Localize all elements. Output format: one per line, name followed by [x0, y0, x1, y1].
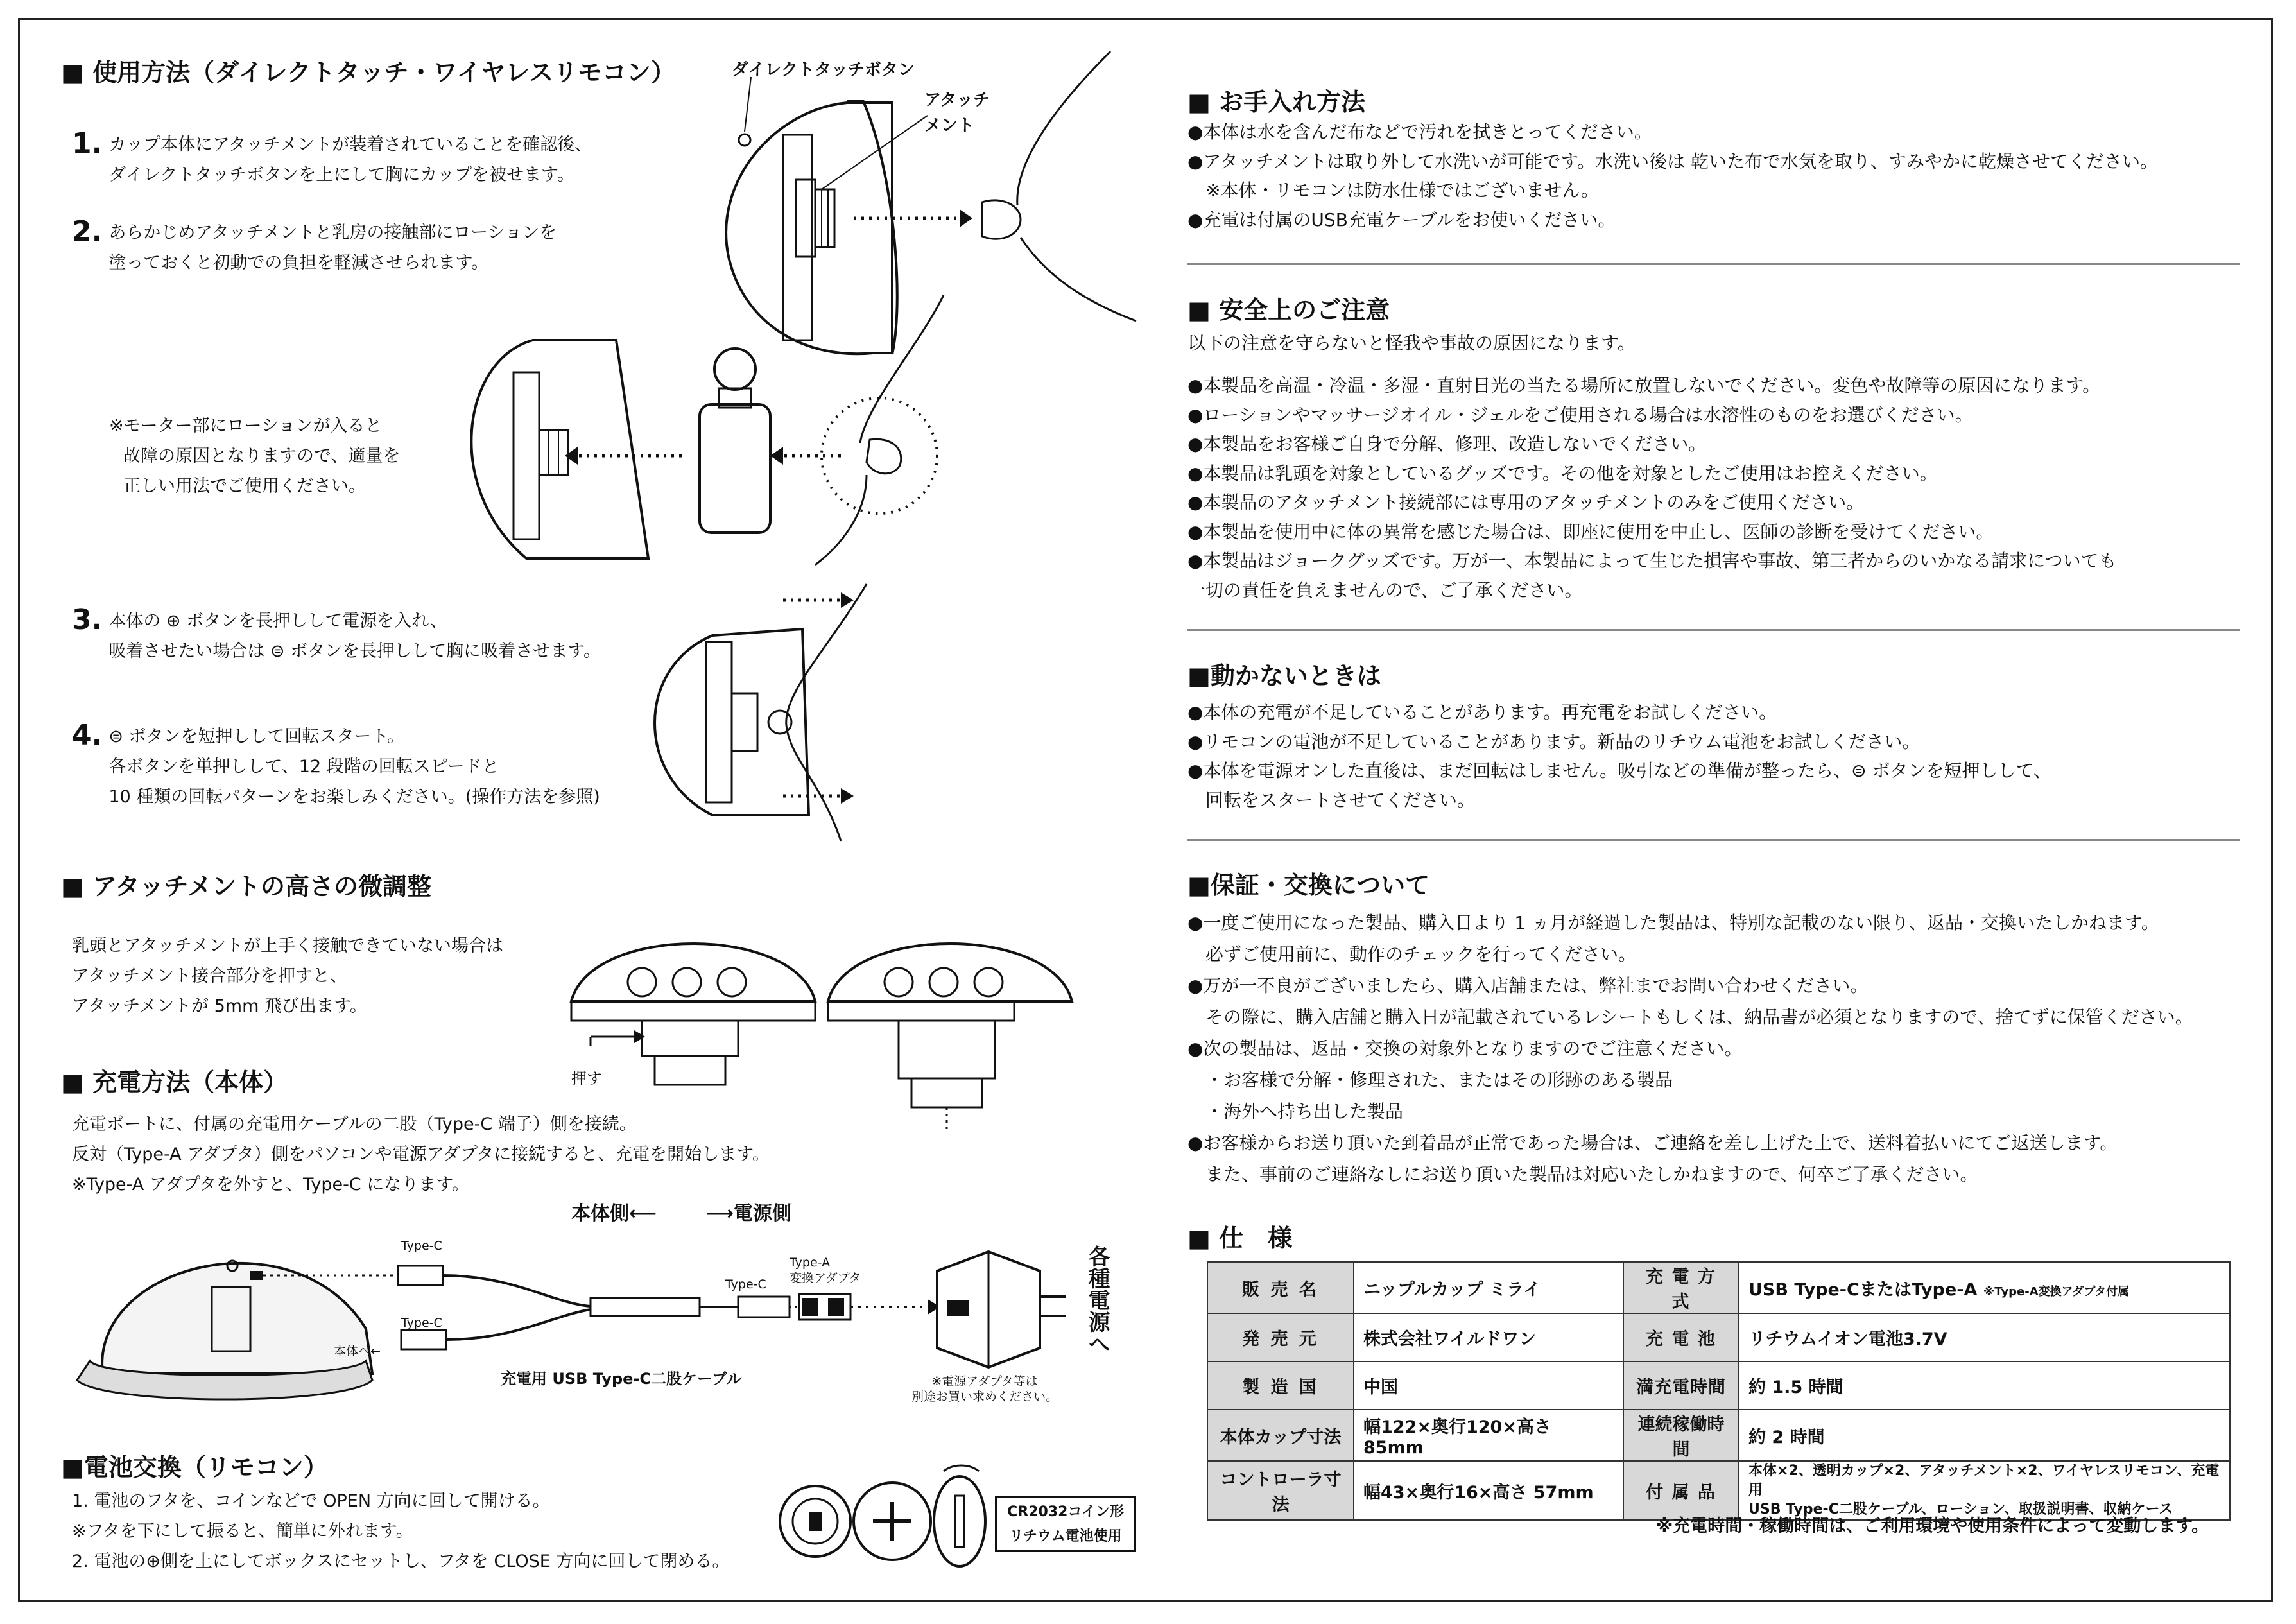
divider — [1187, 263, 2240, 265]
usage-title: ■ 使用方法（ダイレクトタッチ・ワイヤレスリモコン） — [61, 58, 675, 87]
trouble-title: ■動かないときは — [1187, 662, 1381, 690]
attachment-adjust-illustration — [565, 892, 1027, 1136]
warranty-title: ■保証・交換について — [1187, 871, 1430, 899]
step-1: 1. カップ本体にアタッチメントが装着されていることを確認後、 ダイレクトタッチボタンを上にして胸にカップを被せます。 — [72, 127, 592, 190]
table-row: 製 造 国 中国 満充電時間 約 1.5 時間 — [1207, 1361, 2230, 1410]
to-body-label: 本体へ← — [334, 1344, 381, 1358]
battery-text: 1. 電池のフタを、コインなどで OPEN 方向に回して開ける。 ※フタを下にして振ると、簡単に外れます。 2. 電池の⊕側を上にしてボックスにセットし、フタを CLOSE 方向に回して閉める。 — [72, 1491, 730, 1571]
step-2: 2. あらかじめアタッチメントと乳房の接触部にローションを 塗っておくと初動での負担を軽減させられます。 — [72, 215, 557, 278]
battery-illustration — [783, 1457, 988, 1585]
power-side-label: ⟶電源側 — [706, 1202, 792, 1225]
table-row: コントローラ寸法 幅43×奥行16×高さ 57mm 付 属 品 本体×2、透明カップ×2、アタッチメント×2、ワイヤレスリモコン、充電用 USB Type-C二股ケーブル、ローション、取扱説明書、収納ケース — [1207, 1461, 2230, 1520]
table-row: 販 売 名 ニップルカップ ミライ 充 電 方 式 USB Type-CまたはType-A ※Type-A変換アダプタ付属 — [1207, 1262, 2230, 1313]
push-label: 押す — [571, 1069, 602, 1087]
typec-label-1: Type-C — [401, 1239, 442, 1253]
safety-title: ■ 安全上のご注意 — [1187, 296, 1390, 324]
spec-title: ■ 仕 様 — [1187, 1224, 1293, 1252]
step-number: 1. — [72, 127, 103, 160]
body-side-label: 本体側⟵ — [571, 1202, 657, 1225]
table-row: 発 売 元 株式会社ワイルドワン 充 電 池 リチウムイオン電池3.7V — [1207, 1313, 2230, 1361]
adjust-title: ■ アタッチメントの高さの微調整 — [61, 872, 431, 901]
warranty-list: ●一度ご使用になった製品、購入日より 1 ヵ月が経過した製品は、特別な記載のない限り、返品・交換いたしかねます。 必ずご使用前に、動作のチェックを行ってください。 ●万が一不良がございましたら、購入店舗または、弊社までお問い合わせください。 その際に、購入店舗と購入日が記載されているレシートもしくは、納品書が必須となりますので、捨てずに保管ください。 ●次の製品は、返品・交換の対象外となりますのでご注意ください。 ・お客様で分解・修理された、またはその形跡のある製品 ・海外へ持ち出した製品 ●お客様からお送り頂いた到着品が正常であった場合は、ご連絡を差し上げた上で、送料着払いにてご返送します。 また、事前のご連絡なしにお送り頂いた製品は対応いたしかねますので、何卒ご了承ください。 — [1187, 912, 2193, 1185]
step-3: 3. 本体の ⊕ ボタンを長押しして電源を入れ、 吸着させたい場合は ⊜ ボタンを長押しして胸に吸着させます。 — [72, 603, 601, 666]
spec-note: ※充電時間・稼働時間は、ご利用環境や使用条件によって変動します。 — [1656, 1516, 2209, 1536]
typea-label: Type-A 変換アダプタ — [790, 1256, 861, 1285]
care-title: ■ お手入れ方法 — [1187, 88, 1366, 116]
trouble-list: ●本体の充電が不足していることがあります。再充電をお試しください。 ●リモコンの電池が不足していることがあります。新品のリチウム電池をお試しください。 ●本体を電源オンした直後は、まだ回転はしません。吸引などの準備が整ったら、⊜ ボタンを短押しして、 回転をスタートさせてください。 — [1187, 702, 2051, 811]
divider — [1187, 629, 2240, 631]
label-direct-touch: ダイレクトタッチボタン — [732, 60, 915, 80]
step-4: 4. ⊜ ボタンを短押しして回転スタート。 各ボタンを単押しして、12 段階の回転スピードと 10 種類の回転パターンをお楽しみください。(操作方法を参照) — [72, 719, 600, 812]
cable-label: 充電用 USB Type-C二股ケーブル — [501, 1370, 742, 1388]
safety-list: ●本製品を高温・冷温・多湿・直射日光の当たる場所に放置しないでください。変色や故障等の原因になります。 ●ローションやマッサージオイル・ジェルをご使用される場合は水溶性のものをお選びください。 ●本製品をお客様ご自身で分解、修理、改造しないでください。 ●本製品は乳頭を対象としているグッズです。その他を対象としたご使用はお控えください。 ●本製品のアタッチメント接続部には専用のアタッチメントのみをご使用ください。 ●本製品を使用中に体の異常を感じた場合は、即座に使用を中止し、医師の診断を受けてください。 ●本製品はジョークグッズです。万が一、本製品によって生じた損害や事故、第三者からのいかなる請求についても 一切の責任を負えませんので、ご了承ください。 — [1187, 375, 2117, 601]
motor-note: ※モーター部にローションが入ると 故障の原因となりますので、適量を 正しい用法でご使用ください。 — [109, 416, 401, 496]
safety-intro: 以下の注意を守らないと怪我や事故の原因になります。 — [1187, 333, 1636, 354]
charge-title: ■ 充電方法（本体） — [61, 1068, 288, 1096]
power-sources-label: 各種電源へ — [1084, 1245, 1110, 1354]
spec-table — [1207, 1261, 2231, 1521]
table-row: 本体カップ寸法 幅122×奥行120×高さ 85mm 連続稼働時間 約 2 時間 — [1207, 1410, 2230, 1461]
typec-label-2: Type-C — [401, 1316, 442, 1330]
cup-lotion-illustration — [443, 321, 931, 578]
typec-label-3: Type-C — [725, 1277, 766, 1291]
step-number: 3. — [72, 603, 103, 636]
care-list: ●本体は水を含んだ布などで汚れを拭きとってください。 ●アタッチメントは取り外して水洗いが可能です。水洗い後は 乾いた布で水気を取り、すみやかに乾燥させてください。 ※本体・リモコンは防水仕様ではございません。 ●充電は付属のUSB充電ケーブルをお使いください。 — [1187, 121, 2159, 230]
battery-title: ■電池交換（リモコン） — [61, 1453, 328, 1481]
adjust-text: 乳頭とアタッチメントが上手く接触できていない場合は アタッチメント接合部分を押すと、 アタッチメントが 5mm 飛び出ます。 — [72, 936, 504, 1016]
cup-suction-illustration — [635, 591, 892, 847]
label-attachment: アタッチ メント — [924, 91, 990, 135]
adapter-note: ※電源アダプタ等は 別途お買い求めください。 — [911, 1374, 1058, 1404]
step-number: 2. — [72, 215, 103, 248]
divider — [1187, 839, 2240, 841]
charge-text: 充電ポートに、付属の充電用ケーブルの二股（Type-C 端子）側を接続。 反対（Type-A アダプタ）側をパソコンや電源アダプタに接続すると、充電を開始します。 ※Type-A アダプタを外すと、Type-C になります。 — [72, 1114, 770, 1195]
battery-type-box: CR2032コイン形 リチウム電池使用 — [995, 1496, 1136, 1552]
step-number: 4. — [72, 719, 103, 752]
